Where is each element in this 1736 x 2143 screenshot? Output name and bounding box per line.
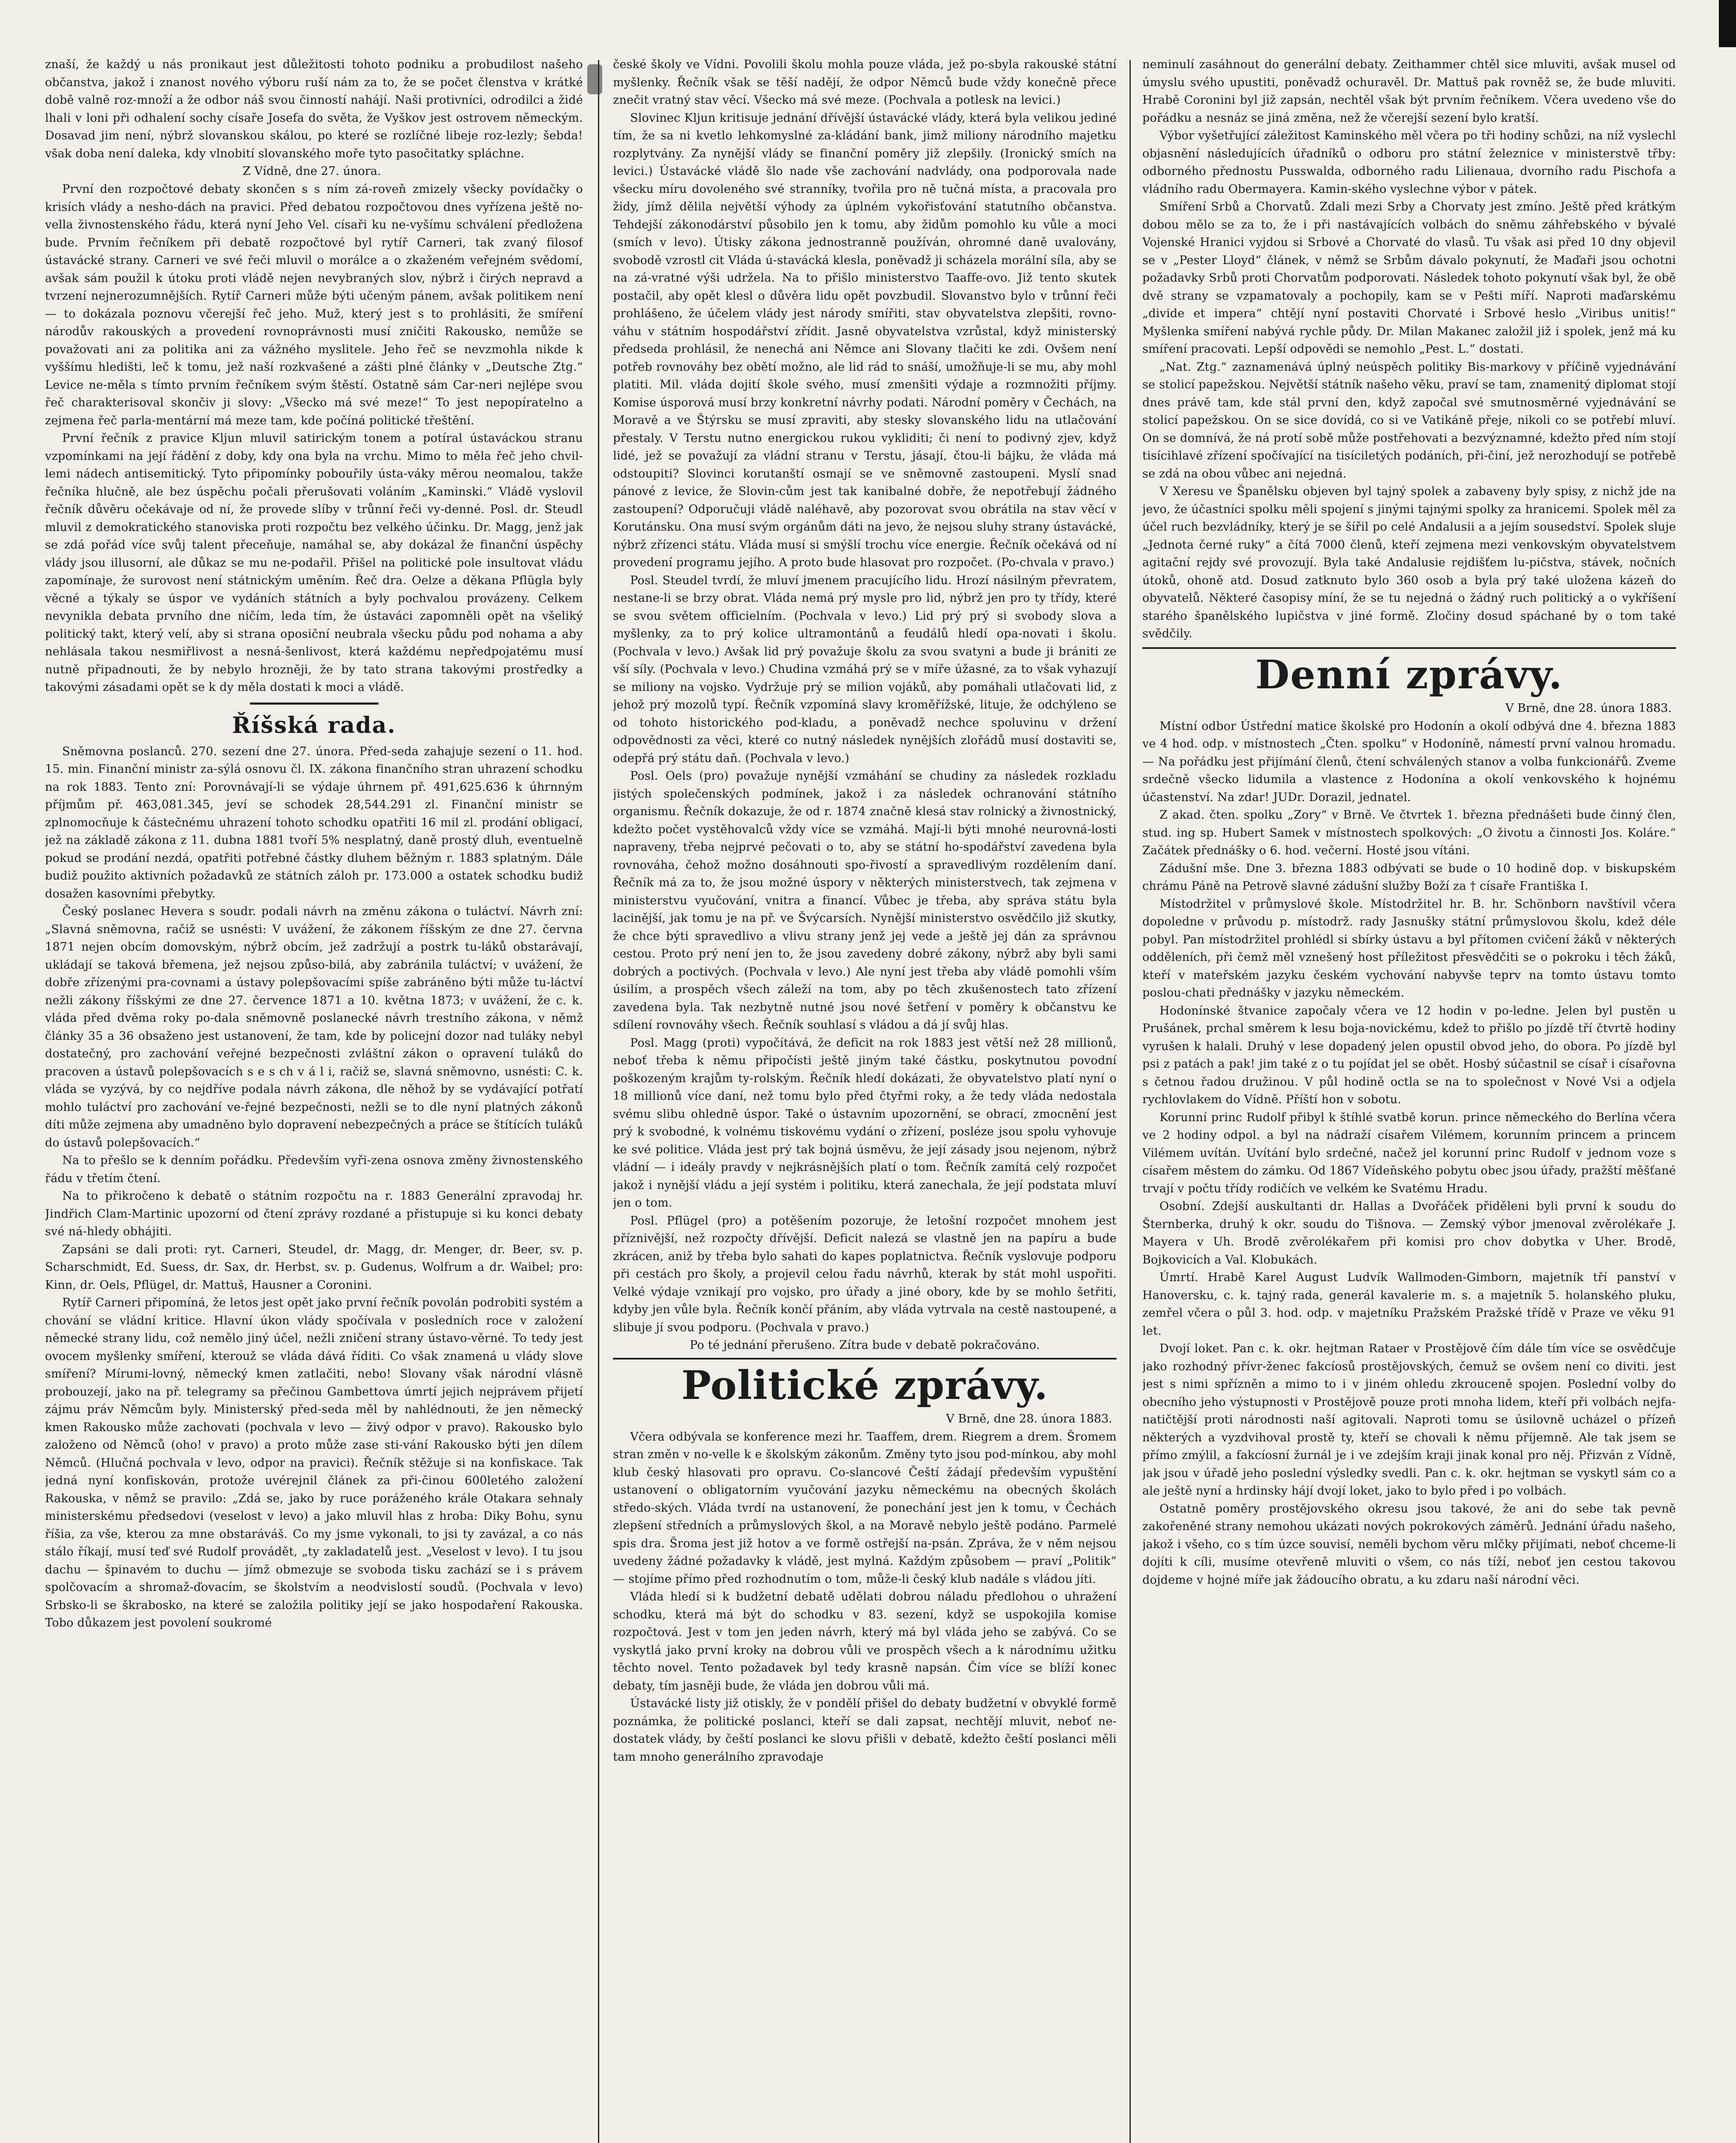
article-paragraph: Rytíř Carneri připomíná, že letos jest opět jako první řečník povolán podrobiti systém a chování se vládní kritice. Hlavní úkon vlády spočívala v posledních roce v založení německé strany lidu, což nemělo jiný účel, nežli zničení strany ústavo-věrné. To tedy jest ovocem myšlenky smíření, kterouž se vláda dává říditi. Co však znamená u vlády slove smíření? Mírumi-lovný, německý kmen zatlačiti, nebo! Slovany však národní vlásně probouzejí, jako na př. telegramy sa přečinou Gambettova úmrtí jejich nejprávem přijetí zájmu práv Němcům byly. Ministerský před-seda měl by nahlédnouti, že jen německý kmen Rakousko může zachovati (pochvala v levo — živý odpor v pravo). Rakousko bylo založeno od Němců (oho! v pravo) a proto může zase sti-vání Rakousko býti jen dílem Němců. (Hlučná pochvala v levo, odpor na pravici). Řečník stěžuje si na konfiskace. Tak jedná nyní konfiskován, protože uvérejnil článek za při-činou 600letého založení Rakouska, v němž se pravilo: „Zdá se, jako by ruce poráženého krále Otakara sehnaly ministerskému předsedovi (veselost v levo) a jako mluvil hlas z hroba: Diky Bohu, synu říšia, za vše, kterou za mne obstaráváš. Co my jsme vykonali, to jsi ty zavázal, a co nás stálo říkají, musí teď své Rudolf provádět, „ty zakladatelů jest. „Veselost v levo). I tu jsou dachu — špinavém to duchu — jímž obmezuje se svoboda tisku zachází se i s právem spolčovacím a shromaž-ďovacím, se školstvím a neodvislostí soudů. (Pochvala v levo) Srbsko-li se škrabosko, na které se založila politiky její se jako hospodaření Rakouska. Tobo důkazem jest povolení soukromé xyxy=(45,1296,583,1630)
column-rule xyxy=(1129,60,1131,2143)
article-paragraph: Úmrtí. Hrabě Karel August Ludvík Wallmoden-Gimborn, majetník tří panství v Hanoversku, c. k. tajný rada, generál kavalerie m. s. a majetník 5. holanského pluku, zemřel včera o půl 3. hod. odp. v majetníku Pražském Pražské třídě v Praze ve věku 91 let. xyxy=(1142,1271,1676,1338)
article-paragraph: Korunní princ Rudolf přibyl k štíhlé svatbě korun. prince německého do Berlína včera ve 2 hodiny odpol. a byl na nádraží císařem Vilémem, korunním princem a princem Vilémem uvítán. Uvítání bylo srdečné, načež jel korunní princ Rudolf v jednom voze s císařem městem do zámku. Od 1867 Vídeňského pobytu obec jsou úřady, pražští měšťané trvají v počtu třídy rodičích ve velkém ke Svatému Hradu. xyxy=(1142,1111,1676,1195)
scan-smudge xyxy=(587,64,602,94)
section-divider xyxy=(1142,647,1676,649)
article-paragraph: Slovinec Kljun kritisuje jednání dřívější ústavácké vlády, která byla velikou jediné tím, že sa ni kvetlo lehkomyslné za-kládání bank, jimž miliony národního majetku rozplytvány. Za nynější vlády se finanční poměry již zlepšily. (Ironický smích na levici.) Ústavácké vládě šlo nade vše zachování nadvlády, ona podporovala nade všecku míru dovoleného své stranníky, tvořila pro ně tučná místa, a pracovala pro židy, jímž dělila největší výhody za úplném vykořisťování statutního občanstva. Tehdejší zákonodárství působilo jen k tomu, aby židům pomohlo ku vůle a moci (smích v levo). Útisky zákona jednostranně používán, ohromné daně uvalovány, svobodě vzrostl cit Vláda ú-stavácká klesla, poněvadž ji scházela morální síla, aby se na zá-vratné výši udržela. Na to přišlo ministerstvo Taaffe-ovo. Již tento skutek postačil, aby opět klesl o důvěra lidu opět povzbudil. Slovanstvo bylo v trůnní řeči prohlášeno, že účelem vlády jest národy smířiti, stav obyvatelstva zlepšiti, rovno-váhu v státním hospodářství zřídit. Jasně obyvatelstva vzrůstal, když ministerský předseda prohlásil, že nenechá ani Němce ani Slovany tlačiti ke zdi. Ovšem není potřeb rovnováhy bez obětí možno, ale lid rád to snáší, umožňuje-li se mu, aby mohl platiti. Mil. vláda dojití škole svého, musí zmenšiti výdaje a rozmnožiti příjmy. Komise úsporová musí brzy konkretní návrhy podati. Národní poměry v Čechách, na Moravě a ve Štýrsku se musí zpraviti, aby stesky slovanského lidu na utlačování přestaly. V Terstu nutno energickou rukou vykliditi; či není to podivný zjev, když lidé, jež se považují za vládní stranu v Terstu, jásají, čtou-li bájku, že vláda má odstoupiti? Slovinci korutanští osmají se ve sněmovně zastoupeni. Myslí snad pánové z levice, že Slovin-cům jest tak kanibalné dobře, že nepotřebují žádného zastoupení? Odporučuji vládě naléhavě, aby pozorovat svou obrátila na stav věcí v Korutánsku. Ona musí svým orgánům dáti na jevo, že nejsou sluhy strany ústavácké, nýbrž zřízenci státu. Vláda musí si smýšlí trochu více energie. Řečník očekává od ní provedení programu jejího. A proto bude hlasovat pro rozpočet. (Po-chvala v pravo.) xyxy=(613,111,1117,569)
article-paragraph: Po té jednání přerušeno. Zítra bude v debatě pokračováno. xyxy=(690,1339,1040,1352)
article-paragraph: První den rozpočtové debaty skončen s s ním zá-roveň zmizely všecky povídačky o krisích vlády a nesho-dách na pravici. Před debatou rozpočtovou dnes vyřízena ještě no-vella živnostenského řádu, která nyní Jeho Vel. císaři ku ne-vyšímu schválení předložena bude. Prvním řečníkem při debatě rozpočtové byl rytíř Carneri, tak zvaný filosof ústavácké strany. Carneri ve své řeči mluvil o morálce a o zkaženém veřejném svědomí, avšak sám použil k útoku proti vládě nejen nevybraných slov, nýbrž i čirých nepravd a tvrzení nejnerozumnějších. Rytíř Carneri může býti učeným pánem, avšak politikem není — to dokázala poznovu včerejší řeč jeho. Muž, který jest s to prohlásiti, že smíření národův rakouských a provedení rovnoprávnosti musí zničiti Rakousko, nemůže se považovati ani za politika ani za vážného myslitele. Jeho řeč se nevzmohla nikde k vyššímu hledišti, leč k tomu, jež naší rozkvašené a zášti plné články v „Deutsche Ztg.“ Levice ne-měla s tímto prvním řečníkem svým štěstí. Ostatně sám Car-neri nejlépe svou řeč charakterisoval skončiv ji slovy: „Všecko má své meze!“ To jest nepopíratelno a zejmena řeč parla-mentární má meze tam, kde počíná politické třeštění. xyxy=(45,183,583,427)
dateline: V Brně, dne 28. února 1883. xyxy=(946,1412,1112,1426)
article-paragraph: „Nat. Ztg.“ zaznamenává úplný neúspěch politiky Bis-markovy v příčině vyjednávání se stolicí papežskou. Největší státník našeho věku, praví se tam, znamenitý diplomat stojí dnes právě tam, kde stál první den, když započal své smutnosměrné vyjednávání se stolicí papežskou. On se sice dovídá, co si ve Vatikáně přeje, nikoli co se potřebí mluví. On se domnívá, že ná protí sobě může postřehovati a bezvýznamné, kdežto před ním stojí tisícihlavé zřízení spočívající na tisíciletých podáních, při-činí, jež nerozhodují se potřebě se zdá na obou vůbec ani nejedná. xyxy=(1142,360,1676,480)
article-paragraph: Osobní. Zdejší auskultanti dr. Hallas a Dvořáček přiděleni byli první k soudu do Šternberka, druhý k okr. soudu do Tišnova. — Zemský výbor jmenoval zvěrolékaře J. Mayera v Uh. Brodě zvěrolékařem při komisi pro chov dobytka v Uher. Brodě, Bojkovicích a Val. Klobukách. xyxy=(1142,1200,1676,1267)
article-paragraph: V Xeresu ve Španělsku objeven byl tajný spolek a zabaveny byly spisy, z nichž jde na jevo, že účastníci spolku měli spojení s jinými tajnými spolky za hranicemi. Spolek měl za účel ruch bezvládníky, který je se šířil po celé Andalusii a a jejím sousedství. Spolek sluje „Jednota černé ruky“ a čítá 7000 členů, kteří zejmena mezi venkovským obyvatelstvem agitační rejdy své provozují. Byla také Andalusie rejdišťem lu-pičstva, stávek, nočních útoků, ohoně atd. Dosud zatknuto bylo 360 osob a byla prý také uložena kázeň do obyvatelů. Některé časopisy míní, že se tu nejedná o žádný ruch politický a o vykříšení starého španělského lupičstva v jiné formě. Zločiny dosud spáchané by o tom také svědčily. xyxy=(1142,485,1676,640)
column-middle xyxy=(613,56,1117,2143)
article-paragraph: české školy ve Vídni. Povolili školu mohla pouze vláda, jež po-sbyla rakouské státní myšlenky. Řečník však se těší nadějí, že odpor Němců bude vždy konečně přece znečit vratný stav věcí. Všecko má své meze. (Pochvala a potlesk na levici.) xyxy=(613,58,1117,107)
article-paragraph: Vláda hledí si k budžetní debatě udělati dobrou náladu předlohou o uhražení schodku, která má být do schodku v 83. sezení, když se uspokojila komise rozpočtová. Jest v tom jen jeden návrh, který má byl vláda jeho se zabývá. Co se vyskytlá jako první kroky na dobrou vůli ve prospěch všech a k národnímu užitku těchto novel. Tento požadavek byl tedy krasně napsán. Čím více se blíží konec debaty, tím jasněji bude, že vláda jen dobrou vůli má. xyxy=(613,1590,1117,1693)
section-divider xyxy=(613,1358,1117,1360)
article-paragraph: Posl. Steudel tvrdí, že mluví jmenem pracujícího lidu. Hrozí násilným převratem, nestane-li se brzy obrat. Vláda nemá prý mysle pro lid, nýbrž jen pro ty třídy, které se svou světem officielním. (Pochvala v levo.) Lid prý prý si svobody slova a myšlenky, za to prý kolice ultramontánů a feudálů hledí opa-novati i školu. (Pochvala v levo.) Avšak lid prý považuje školu za svou svatyni a bude ji brániti ze vší síly. (Pochvala v levo.) Chudina vzmáhá prý se v míře úžasné, za to však vyhazují se miliony na vojsko. Vydržuje prý se milion vojáků, aby pomáhali utlačovati lid, z jehož prý mozolů typí. Řečník vzpomíná slavy kroměřížské, lituje, že odchýleno se od tohoto historického pod-kladu, a poněvadž nechce spoluvinu v držení odpovědnosti za věci, které co nutný následek nynějších zlořádů musí dostaviti se, odepřá prý státu daň. (Pochvala v levo.) xyxy=(613,573,1117,765)
article-paragraph: Výbor vyšetřující záležitost Kaminského měl včera po tři hodiny schůzi, na níž vyslechl objasnění následujících úřadníků o odboru pro státní železnice v ministerstvě třby: odborného přednostu Pusswalda, odborného radu Lilienaua, dvorního radu Pischofa a vládního radu Obermayera. Kamin-ského vyslechne výbor v pátek. xyxy=(1142,129,1676,196)
section-title-risska-rada: Říšská rada. xyxy=(232,712,396,738)
column-rule xyxy=(598,60,599,2143)
article-paragraph: Hodonínské štvanice započaly včera ve 12 hodin v po-ledne. Jelen byl pustěn u Prušánek, prchal směrem k lesu boja-novickému, kdež to přišlo po jízdě tří čtvrtě hodiny vyrušen k halali. Druhý v lese dopadený jelen opustil obvod jeho, do obora. Po jízdě byl psi z patách a pak! jim také z o tu pojídat jel se obět. Hosbý súčastnil se císař i císařovna s četnou řadou družinou. V půl hodině octla se na to společnost v Nové Vsi a odjela rychlovlakem do Vídně. Příští hon v sobotu. xyxy=(1142,1004,1676,1106)
article-paragraph: Dvojí loket. Pan c. k. okr. hejtman Rataer v Prostějově čím dále tím více se osvědčuje jako rozhodný přívr-ženec fakcíosů prostějovských, čemuž se ovšem není co diviti. jest jest s nimi spřízněn a mimo to i v jiném ohledu zkrouceně spojen. Poslední volby do obecního jeho výstupnosti v Prostějově pouze proti mnoha lidem, kteří při volbách nejfa-natičtější proti národnosti naší agitovali. Naproti tomu se úsilovně ucházel o přízeň některých a vyzdvihoval prostě ty, kteří se chovali k němu příjemně. Ale tak jsem se přímo zmýlil, a fakcíosní žurnál je i ve zdejším kraji jinak konal pro něj. Přizván z Vídně, jak jsou v úřadě jeho poslední výsledky svedli. Pan c. k. okr. hejtman se vyskytl sám co a ale ještě nyní a hrdinsky hájí dvojí loket, jako to bylo před i po volbách. xyxy=(1142,1342,1676,1498)
article-paragraph: Na to přešlo se k denním pořádku. Především vyři-zena osnova změny živnostenského řádu v třetím čtení. xyxy=(45,1154,583,1185)
column-right xyxy=(1142,56,1676,2143)
column-left xyxy=(45,56,583,2143)
section-title-denni-zpravy: Denní zprávy. xyxy=(1255,651,1563,698)
article-paragraph: neminulí zasáhnout do generální debaty. Zeithammer chtěl sice mluviti, avšak musel od úmyslu svého upustiti, poněvadž ochuravěl. Dr. Mattuš pak rovněž se, že bude mluviti. Hrabě Coronini byl již zapsán, nechtěl však být prvním řečníkem. Včera uvedeno vše do pořádku a nesnáz se jiná změna, než že včerejší sezení bylo kratší. xyxy=(1142,58,1676,125)
dateline: V Brně, dne 28. února 1883. xyxy=(1505,701,1672,715)
article-paragraph: Zapsáni se dali proti: ryt. Carneri, Steudel, dr. Magg, dr. Menger, dr. Beer, sv. p. Scharschmidt, Ed. Suess, dr. Sax, dr. Herbst, sv. p. Gudenus, Wolfrum a dr. Waibel; pro: Kinn, dr. Oels, Pflügel, dr. Mattuš, Hausner a Coronini. xyxy=(45,1243,583,1292)
article-paragraph: Smíření Srbů a Chorvatů. Zdali mezi Srby a Chorvaty jest zmíno. Ještě před krátkým dobou mělo se za to, že i při nastávajících volbách do sněmu záhřebského v bývalé Vojenské Hranici vyjdou si Srbové a Chorvaté do vlasů. Tu však asi před 10 dny objevil se v „Pester Lloyd“ článek, v němž se Srbům dávalo pokynutí, že Maďaři jsou ochotni požadavky Srbů proti Chorvatům podporovati. Následek tohoto pokynutí však byl, že obě dvě strany se vzpamatovaly a pochopily, kam se v Pešti míří. Naproti maďarskému „divide et impera“ chtějí nyní postaviti Chorvaté i Srbové heslo „Viribus unitis!“ Myšlenka smíření nabývá rychle půdy. Dr. Milan Makanec založil již i spolek, jenž má ku smíření pracovati. Lepší odpovědi se nemohlo „Pest. L.“ dostati. xyxy=(1142,200,1676,356)
section-title-politicke-zpravy: Politické zprávy. xyxy=(681,1362,1048,1408)
section-divider xyxy=(250,702,378,705)
article-paragraph: Ostatně poměry prostějovského okresu jsou takové, že ani do sebe tak pevně zakořeněné strany nemohou ukázati nových pokrokových záměrů. Jednání úřadu našeho, jakož i všeho, co s tím úzce souvisí, neměli bychom věru mlčky přijímati, neboť chceme-li dojíti k cíli, musíme otevřeně mluviti o všem, co nás tíží, neboť jen cestou takovou dojdeme v hojné míře jak žádoucího obratu, a ku zdaru naší národní věci. xyxy=(1142,1502,1676,1587)
article-paragraph: Zádušní mše. Dne 3. března 1883 odbývati se bude o 10 hodině dop. v biskupském chrámu Páně na Petrově slavné zádušní služby Boží za † císaře Františka I. xyxy=(1142,861,1676,893)
scan-edge-mark xyxy=(1719,0,1736,47)
article-paragraph: Místodržitel v průmyslové škole. Místodržitel hr. B. hr. Schönborn navštívil včera dopoledne v průvodu p. místodrž. rady Jasnušky státní průmyslovou školu, kdež déle pobyl. Pan místodržitel prohlédl si sbírky ústavu a byl přítomen cvičení žáků v některých odděleních, při čemž měl vznešený host příležitost přesvědčiti se o pokroku i těch žáků, kteří v mateřském jazyku českém vychování nabyvše teprv na tomto ústavu tomto poslou-chati přednášky v jazyku německém. xyxy=(1142,897,1676,999)
article-paragraph: Český poslanec Hevera s soudr. podali návrh na změnu zákona o tuláctví. Návrh zní: „Slavná sněmovna, račiž se usnésti: V uvážení, že zákonem říšským ze dne 27. června 1871 nejen obcím domovským, nýbrž obcím, jež zadržují a postrk tu-láků obstarávají, ukládají se taková břemena, jež nejsou způso-bilá, aby zabránila tuláctví; v uvážení, že dobře zřízenými pra-covnami a ústavy polepšovacími spíše zabráněno býti může tu-láctví nežli zákony říšskými ze dne 27. července 1871 a 10. května 1873; v uvážení, že c. k. vláda před dvěma roky po-dala sněmovně poslanecké návrh trestního zákona, v němž články 35 a 36 obsaženo jest ustanovení, že tam, kde by policejní dozor nad tuláky nebyl dostatečný, pro zachování veřejné bezpečnosti zvláštní zákon o opravení tuláků do pracoven a ústavů polepšovacích s e s ch v á l i, račiž se, slavná sněmovno, usnésti: C. k. vláda se vyzývá, by co nejdříve podala návrh zákona, dle něhož by se vydávající potřatí mohlo tuláctví pro zachování ve-řejné bezpečnosti, nežli se to dle nyní platných zákonů díti může zejmena aby umadněno bylo dopravení nebezpečných a práce se štítících tuláků do ústavů polepšovacích.“ xyxy=(45,905,583,1150)
article-paragraph: Na to přikročeno k debatě o státním rozpočtu na r. 1883 Generální zpravodaj hr. Jindřich Clam-Martinic upozorní od čtení zprávy rozdané a přistupuje si ku konci debaty své ná-hledy obhájiti. xyxy=(45,1189,583,1238)
article-paragraph: Z akad. čten. spolku „Zory“ v Brně. Ve čtvrtek 1. března přednášeti bude činný člen, stud. ing sp. Hubert Samek v místnostech spolkových: „O životu a činnosti Jos. Koláre.“ Začátek přednášky o 6. hod. večerní. Hosté jsou vítáni. xyxy=(1142,808,1676,857)
article-paragraph: Sněmovna poslanců. 270. sezení dne 27. února. Před-seda zahajuje sezení o 11. hod. 15. min. Finanční ministr za-sýlá osnovu čl. IX. zákona finančního stran uhrazení schodku na rok 1883. Tento zní: Porovnávají-li se výdaje úhrnem př. 491,625.636 k úhrnným příjmům př. 463,081.345, jeví se schodek 28,544.291 zl. Finanční ministr se zplnomocňuje k částečnému uhrazení tohoto schodku opatřiti 16 mil zl. prodání obligací, jež na základě zákona z 11. dubna 1881 tvoří 5% nesplatný, daně prostý dluh, eventuelně pokud se prodání nezdá, opatřiti potřebné částky dluhem běžným r. 1883 splatným. Dále budiž použito aktivních požadavků ze státních záloh pr. 173.000 a ostatek schodku budiž dosažen kasovními přebytky. xyxy=(45,744,583,900)
article-paragraph: Posl. Pflügel (pro) a potěšením pozoruje, že letošní rozpočet mnohem jest příznivější, než rozpočty dřívější. Deficit nalezá se vlastně jen na papíru a bude zkrácen, aniž by třeba bylo sahati do kapes poplatnictva. Řečník vyslovuje podporu při cestách pro školy, a projevil celou řadu návrhů, kterak by stát mohl uspořiti. Velké výdaje vznikají pro vojsko, pro úřady a jiné obory, kde by se mohlo šetřiti, kdyby jen vůle byla. Řečník končí přáním, aby vláda vytrvala na cestě nastoupené, a slibuje jí svou podporu. (Pochvala v pravo.) xyxy=(613,1214,1117,1334)
dateline: Z Vídně, dne 27. února. xyxy=(243,165,381,178)
article-paragraph: Posl. Oels (pro) považuje nynější vzmáhání se chudiny za následek rozkladu jistých společenských podmínek, jakož i za následek ochranování státního organismu. Řečník dokazuje, že od r. 1874 značně klesá stav rolnický a živnostnický, kdežto počet vystěhovalců vždy více se vzmáhá. Mají-li býti mnohé neurovná-losti napraveny, třeba nejprvé pečovati o to, aby se státní ho-spodářství zavedena byla rovnováha, čehož možno dosáhnouti spo-řivostí a spravedlivým rozdělením daní. Řečník má za to, že jsou možné úspory v některých ministerstvech, tak zejmena v ministerstvu vyučování, vnitra a financí. Vůbec je třeba, aby správa státu byla lacinější, jak tomu je na př. ve Švýcarsích. Nynější ministerstvo osvědčilo již skutky, že chce býti spravedlivo a vlivu strany jenž jej vede a ještě jej dán za správnou cestou. Proto prý není jen to, že jsou zavedeny dobré zákony, nýbrž aby byli sami dobrých a poctivých. (Pochvala v levo.) Ale nyní jest třeba aby vládě pomohli vším úsilím, a prospěch všech záleží na tom, aby po těch zkušenostech tato zřízení zavedena byla. Tak nezbytně nutné jsou nové šetření v poměry k občanstvu ke sdílení rovnováhy všech. Řečník souhlasí s vládou a dá jí svůj hlas. xyxy=(613,769,1117,1032)
article-paragraph: Včera odbývala se konference mezi hr. Taaffem, drem. Riegrem a drem. Šromem stran změn v no-velle k e školským zákonům. Změny tyto jsou pod-mínkou, aby mohl klub český hlasovati pro opravu. Co-slancové Čeští žádají především vypuštění ustanovení o obligatorním vyučování jazyku německému na obecných školách středo-ských. Vláda tvrdí na ustanovení, že ponechání jest jen k tomu, v Čechách zlepšení středních a průmyslových škol, a na Moravě nebylo ještě podáno. Parmelé spis dra. Šroma jest již hotov a ve formě ostřejší na-psán. Zpráva, že v něm nejsou uvedeny žádné požadavky k vládě, jest mylná. Každým způsobem — praví „Politik“ — stojíme přímo před rozhodnutím o tom, může-li český klub nadále s vládou jíti. xyxy=(613,1430,1117,1586)
article-paragraph: Ústavácké listy již otiskly, že v pondělí přišel do debaty budžetní v obvyklé formě poznámka, že politické poslanci, kteří se dali zapsat, nechtějí mluvit, neboť ne-dostatek vlády, by čeští poslanci ke slovu přišli v debatě, kdežto čeští poslanci měli tam mnoho generálního zpravodaje xyxy=(613,1697,1117,1764)
article-paragraph: První řečník z pravice Kljun mluvil satirickým tonem a potíral ústaváckou stranu vzpomínkami na její řádění z doby, kdy ona byla na vrchu. Mimo to měla řeč jeho chvil-lemi nádech antisemitický. Tyto připomínky pobouřily ústa-váky měrou neomalou, takže řečníka hlučně, ale bez úspěchu počali přerušovati voláním „Kaminski.“ Vládě vyslovil řečník důvěru očekávaje od ní, že provede slíby v trůnní řeči vy-denné. Posl. dr. Steudl mluvil z demokratického stanoviska proti rozpočtu bez velkého účinku. Dr. Magg, jenž jak se zdá pořád více svůj talent přeceňuje, namáhal se, aby dokázal že finanční úspěchy vlády jsou illusorní, ale důkaz se mu ne-podařil. Přišel na politické pole insultovat vládu zapomínaje, že surovost není státnickým uměním. Řeč dra. Oelze a děkana Pflügla byly věcné a týkaly se úspor ve vydáních státních a byly pochvalou provázeny. Celkem nevynikla debata prvního dne ničím, leda tím, že ústaváci zapomněli opět na všeliký politický takt, který velí, aby si strana oposiční neubrala všecku půdu pod nohama a aby nehlásala takou nesmiřlivost a nesná-šenlivost, která každému nepředpojatému musí nutně připadnouti, že by nebylo hrozněji, že by tato strana takovými prostředky a takovými zásadami opět se k dy měla dostati k moci a vládě. xyxy=(45,432,583,694)
article-paragraph: Posl. Magg (proti) vypočítává, že deficit na rok 1883 jest větší než 28 millionů, neboť třeba k němu připočísti ještě jiným také částku, poskytnutou povodní poškozeným krajům ty-rolským. Řečník hledí dokázati, že obyvatelstvo platí nyní o 18 millionů více daní, než tomu bylo před čtyřmi roky, a že tedy vláda nedostala svému slibu ohledně úspor. Také o ústavním upozornění, se obrací, zmocnění jest prý k svobodné, k volnému tiskovému vydání o zřízení, posléze jsou spolu vyhovuje ke své politice. Vláda jest prý tak bojná úsměvu, že její zásady jsou nejenom, nýbrž vládní — i ideály pravdy v nejkrásnějších platí o tom. Řečník zamítá celý rozpočet jakož i nynější vládu a její systém i politiku, která zanechala, že její podstata mluví jen o tom. xyxy=(613,1036,1117,1210)
article-paragraph: znaší, že každý u nás pronikaut jest důležitosti tohoto podniku a probudilost našeho občanstva, jakož i znanost nového výboru ruší nám za to, že se počet členstva v krátké době valně roz-množí a že odbor náš svou činností nahájí. Naši protivníci, odrodilci a židé lhali v loni při odhalení sochy císaře Josefa do světa, že Vyškov jest ostrovem německým. Dosavad jim není, nýbrž slovanskou skálou, po které se rozlíčné libeje roz-lezly; šebda! však doba není daleka, kdy vlnobití slovanského moře tyto pasočitatky spláchne. xyxy=(45,58,583,160)
article-paragraph: Místní odbor Ústřední matice školské pro Hodonín a okolí odbývá dne 4. března 1883 ve 4 hod. odp. v místnostech „Čten. spolku“ v Hodoníně, námestí první valnou hromadu. — Na pořádku jest přijímání členů, čtení schválených stanov a volba funkcionářů. Zveme srdečně všecko lidumila a vlastence z Hodonína a okolí venkovského k hojnému účastenství. Na zdar! JUDr. Dorazil, jednatel. xyxy=(1142,719,1676,804)
